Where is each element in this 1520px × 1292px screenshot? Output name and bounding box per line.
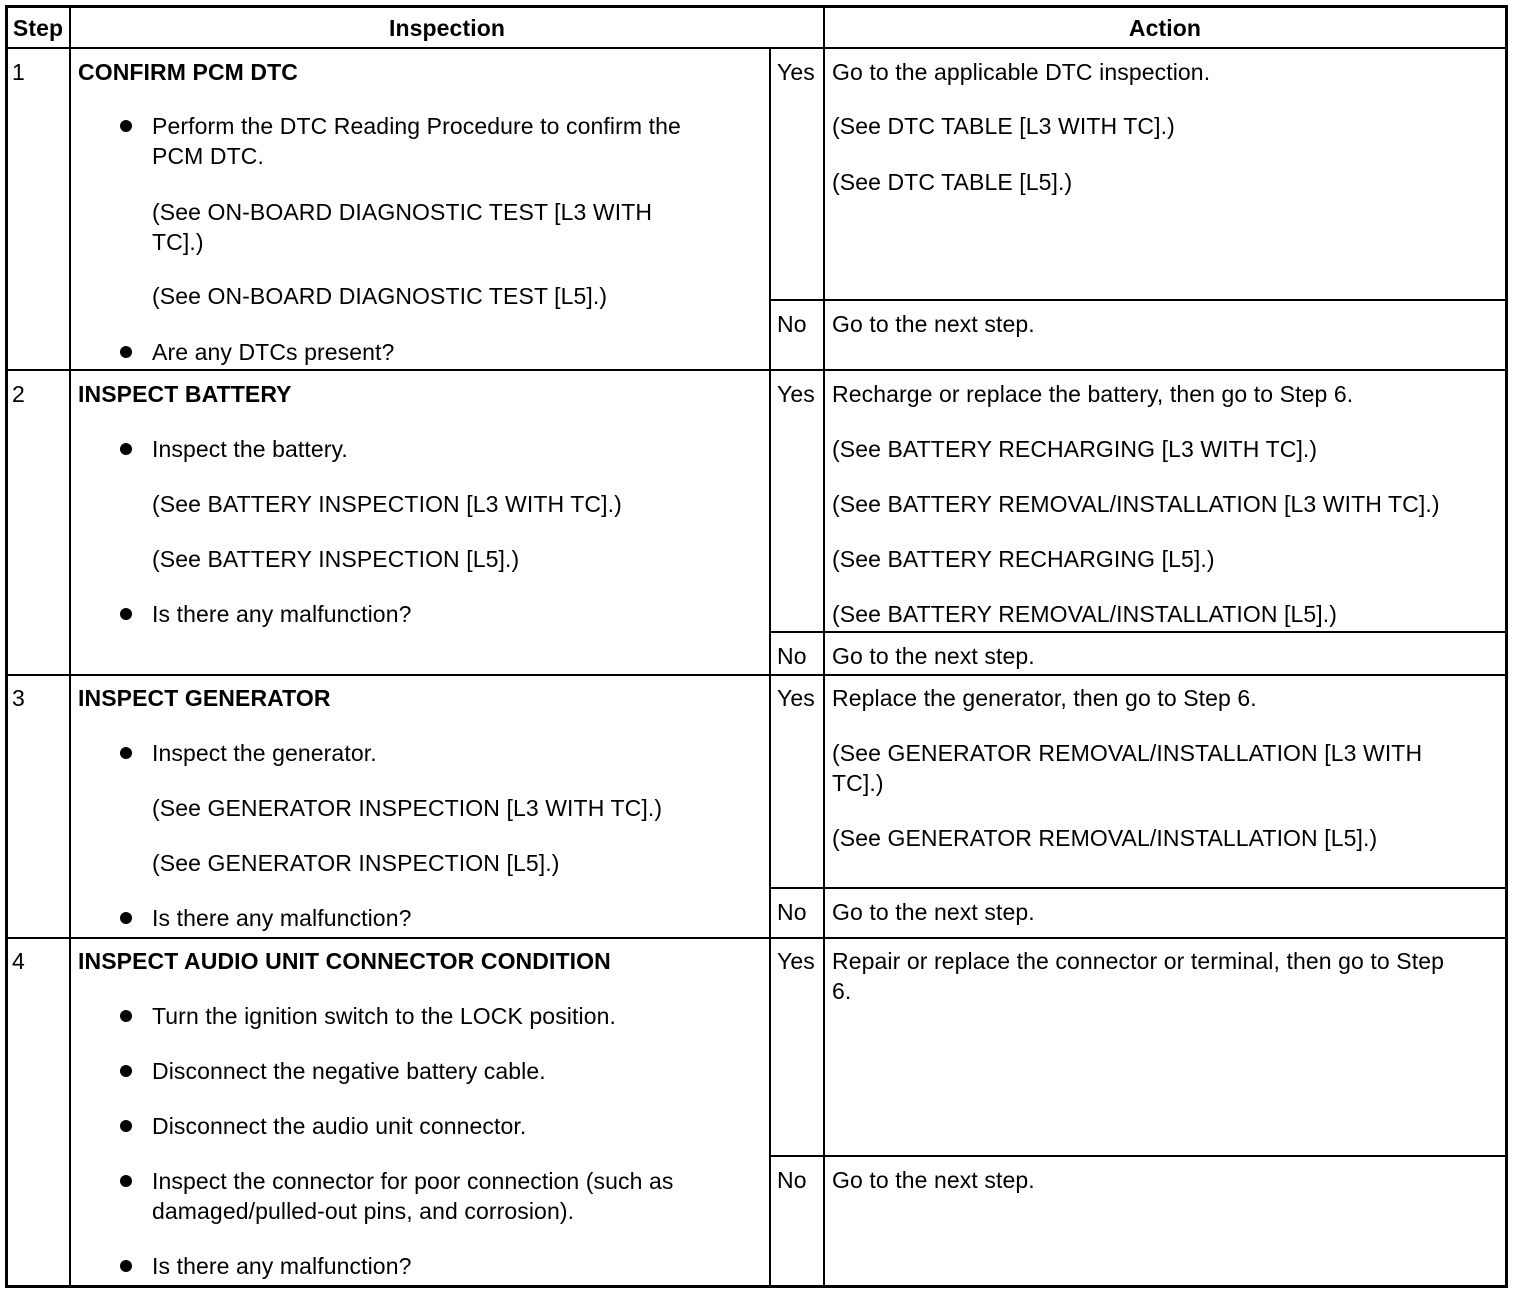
- bullet-icon: [120, 747, 132, 759]
- inspection-line: Inspect the battery.: [152, 436, 348, 462]
- yes-no-divider: [770, 1155, 1508, 1157]
- bullet-icon: [120, 443, 132, 455]
- action-line: (See DTC TABLE [L3 WITH TC].): [832, 113, 1175, 139]
- inspection-line: (See GENERATOR INSPECTION [L3 WITH TC].): [152, 795, 663, 821]
- row-divider: [5, 369, 1508, 371]
- yes-label: Yes: [777, 59, 815, 85]
- yes-no-divider: [770, 887, 1508, 889]
- action-line: (See GENERATOR REMOVAL/INSTALLATION [L5].): [832, 825, 1378, 851]
- no-label: No: [777, 311, 807, 337]
- bullet-icon: [120, 1260, 132, 1272]
- inspection-line: (See BATTERY INSPECTION [L5].): [152, 546, 520, 572]
- inspection-line: Disconnect the negative battery cable.: [152, 1058, 546, 1084]
- inspection-line: (See BATTERY INSPECTION [L3 WITH TC].): [152, 491, 622, 517]
- no-label: No: [777, 643, 807, 669]
- inspection-line: damaged/pulled-out pins, and corrosion).: [152, 1198, 575, 1224]
- action-line: (See GENERATOR REMOVAL/INSTALLATION [L3 WITH: [832, 740, 1423, 766]
- yes-no-divider: [770, 299, 1508, 301]
- bullet-icon: [120, 346, 132, 358]
- inspection-line: Is there any malfunction?: [152, 601, 412, 627]
- step-number: 1: [12, 59, 25, 85]
- inspection-line: (See ON-BOARD DIAGNOSTIC TEST [L3 WITH: [152, 199, 653, 225]
- header-action: Action: [1128, 15, 1202, 41]
- column-divider: [823, 5, 825, 1285]
- row-divider: [5, 937, 1508, 939]
- header-inspection: Inspection: [388, 15, 505, 41]
- inspection-line: (See ON-BOARD DIAGNOSTIC TEST [L5].): [152, 283, 608, 309]
- action-line: TC].): [832, 770, 884, 796]
- bullet-icon: [120, 912, 132, 924]
- action-line: (See BATTERY RECHARGING [L3 WITH TC].): [832, 436, 1318, 462]
- bullet-icon: [120, 1065, 132, 1077]
- yes-no-divider: [770, 631, 1508, 633]
- no-label: No: [777, 899, 807, 925]
- inspection-line: (See GENERATOR INSPECTION [L5].): [152, 850, 560, 876]
- inspection-line: Inspect the generator.: [152, 740, 377, 766]
- step-title: INSPECT AUDIO UNIT CONNECTOR CONDITION: [78, 948, 611, 974]
- inspection-line: Is there any malfunction?: [152, 1253, 412, 1279]
- row-divider: [5, 674, 1508, 676]
- inspection-line: Perform the DTC Reading Procedure to confirm the: [152, 113, 681, 139]
- inspection-line: Disconnect the audio unit connector.: [152, 1113, 527, 1139]
- action-line: (See BATTERY RECHARGING [L5].): [832, 546, 1215, 572]
- inspection-line: Inspect the connector for poor connection (such as: [152, 1168, 674, 1194]
- action-line: (See DTC TABLE [L5].): [832, 169, 1073, 195]
- step-title: CONFIRM PCM DTC: [78, 59, 298, 85]
- step-number: 4: [12, 948, 25, 974]
- action-line: Go to the next step.: [832, 1167, 1035, 1193]
- action-line: (See BATTERY REMOVAL/INSTALLATION [L3 WITH TC].): [832, 491, 1440, 517]
- bullet-icon: [120, 1010, 132, 1022]
- inspection-line: PCM DTC.: [152, 143, 264, 169]
- action-line: Repair or replace the connector or terminal, then go to Step: [832, 948, 1445, 974]
- action-line: Go to the next step.: [832, 311, 1035, 337]
- no-label: No: [777, 1167, 807, 1193]
- step-number: 2: [12, 381, 25, 407]
- yes-label: Yes: [777, 948, 815, 974]
- step-title: INSPECT GENERATOR: [78, 685, 331, 711]
- action-line: (See BATTERY REMOVAL/INSTALLATION [L5].): [832, 601, 1338, 627]
- action-line: 6.: [832, 978, 852, 1004]
- bullet-icon: [120, 1120, 132, 1132]
- bullet-icon: [120, 608, 132, 620]
- header-divider: [5, 47, 1508, 49]
- action-line: Replace the generator, then go to Step 6.: [832, 685, 1257, 711]
- inspection-line: Is there any malfunction?: [152, 905, 412, 931]
- yes-label: Yes: [777, 381, 815, 407]
- column-divider: [69, 5, 71, 1285]
- action-line: Go to the next step.: [832, 643, 1035, 669]
- step-title: INSPECT BATTERY: [78, 381, 292, 407]
- yes-label: Yes: [777, 685, 815, 711]
- inspection-line: Are any DTCs present?: [152, 339, 395, 365]
- inspection-line: Turn the ignition switch to the LOCK position.: [152, 1003, 616, 1029]
- bullet-icon: [120, 120, 132, 132]
- column-divider: [769, 47, 771, 1285]
- bullet-icon: [120, 1175, 132, 1187]
- action-line: Go to the next step.: [832, 899, 1035, 925]
- header-step: Step: [12, 15, 64, 41]
- step-number: 3: [12, 685, 25, 711]
- action-line: Go to the applicable DTC inspection.: [832, 59, 1211, 85]
- inspection-line: TC].): [152, 229, 204, 255]
- action-line: Recharge or replace the battery, then go to Step 6.: [832, 381, 1354, 407]
